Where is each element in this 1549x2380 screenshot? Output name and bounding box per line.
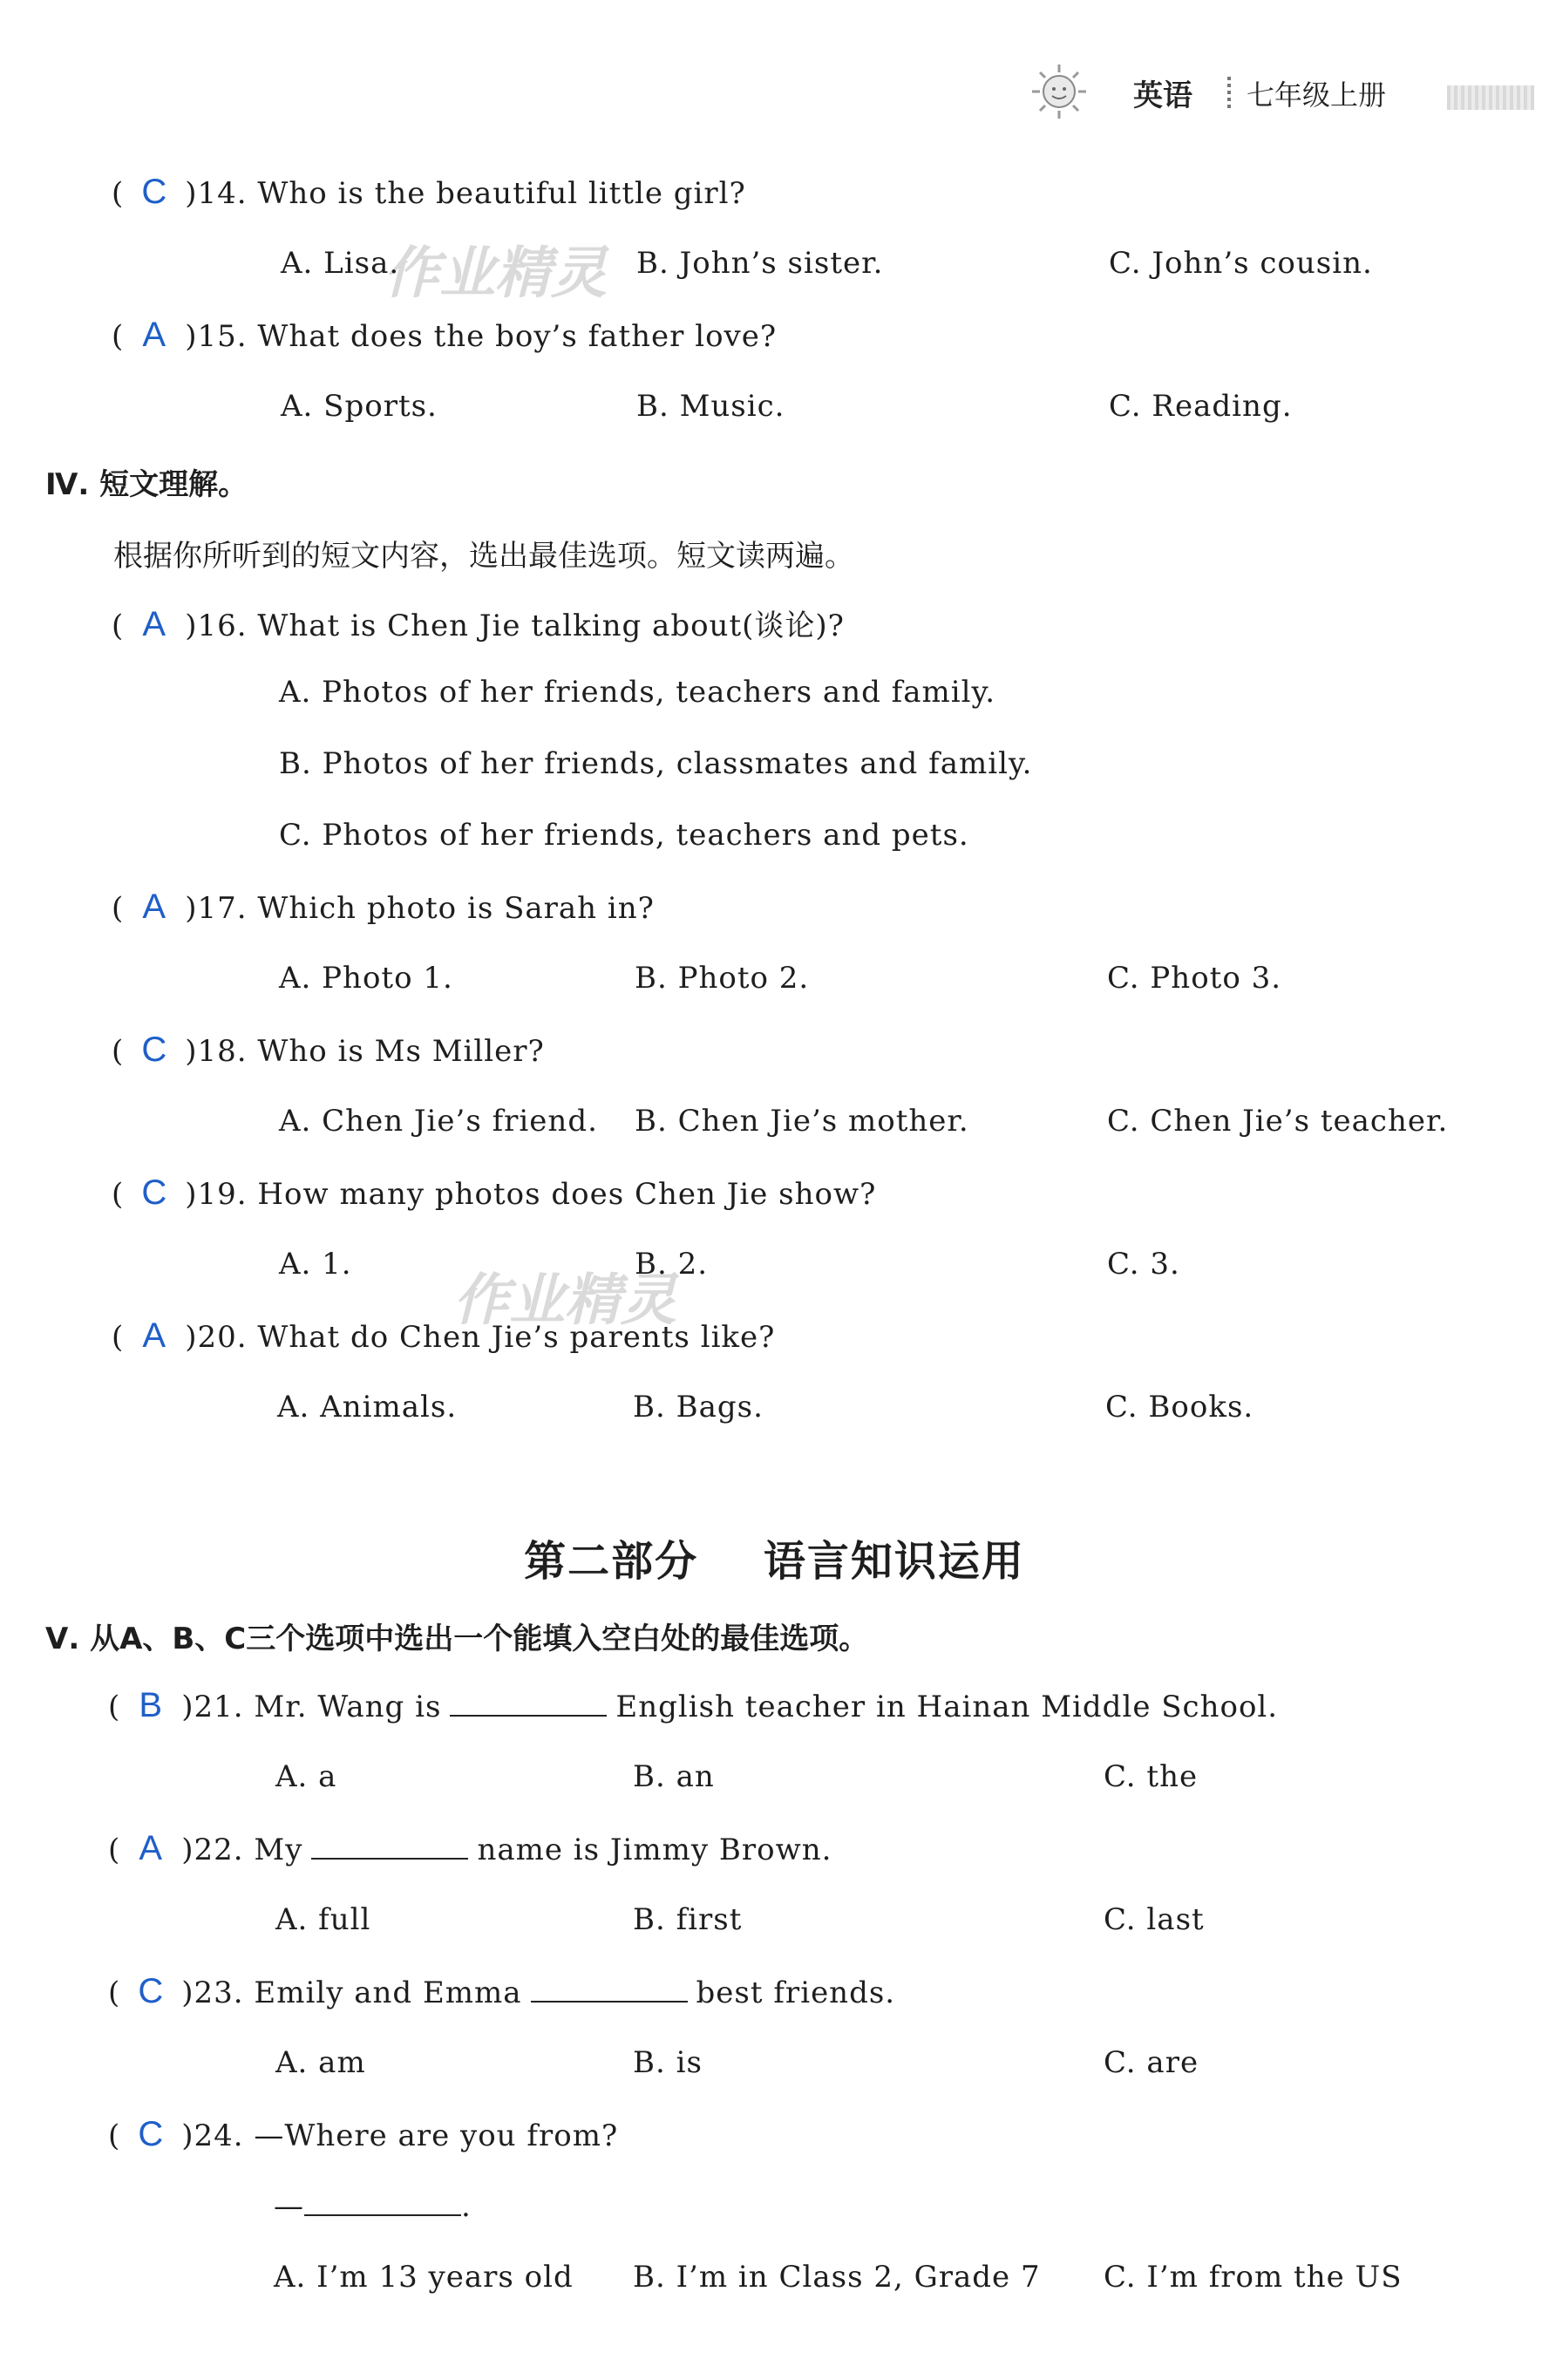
- option-19-c: C. 3.: [1107, 1247, 1180, 1282]
- option-18-a: A. Chen Jie’s friend.: [279, 1104, 598, 1139]
- paren-open: (: [108, 1833, 121, 1867]
- answer-22: A: [139, 1829, 164, 1867]
- question-22: [108, 1829, 832, 1868]
- reply-end: .: [461, 2189, 472, 2224]
- question-17: [112, 887, 655, 927]
- question-22-pre: )22. My: [181, 1833, 303, 1867]
- reply-dash: —: [274, 2189, 304, 2224]
- question-18: [112, 1030, 545, 1070]
- answer-16: A: [142, 605, 167, 643]
- paren-open: (: [112, 1320, 125, 1355]
- paren-open: (: [112, 1177, 125, 1212]
- answer-17: A: [142, 887, 167, 926]
- blank-24: [304, 2188, 461, 2216]
- answer-24: C: [138, 2115, 165, 2153]
- header-divider: [1227, 77, 1231, 110]
- section-5-title: Ⅴ. 从A、B、C三个选项中选出一个能填入空白处的最佳选项。: [45, 1622, 869, 1656]
- answer-19: C: [141, 1173, 168, 1212]
- option-16-a: A. Photos of her friends, teachers and family.: [279, 675, 996, 710]
- question-16-text: )16. What is Chen Jie talking about(谈论)?: [185, 609, 845, 643]
- question-14-text: )14. Who is the beautiful little girl?: [185, 176, 746, 211]
- answer-18: C: [141, 1030, 168, 1069]
- answer-15: A: [142, 316, 167, 354]
- option-22-b: B. first: [633, 1902, 743, 1937]
- question-15: [112, 316, 777, 355]
- question-21-post: English teacher in Hainan Middle School.: [615, 1690, 1279, 1724]
- paren-open: (: [112, 319, 125, 354]
- question-24-text: )24. —Where are you from?: [181, 2118, 619, 2153]
- option-15-a: A. Sports.: [281, 389, 438, 424]
- option-19-b: B. 2.: [635, 1247, 709, 1282]
- option-24-c: C. I’m from the US: [1104, 2260, 1403, 2295]
- option-17-a: A. Photo 1.: [279, 961, 453, 996]
- option-15-b: B. Music.: [636, 389, 785, 424]
- question-24: [108, 2115, 618, 2154]
- question-19: [112, 1173, 876, 1213]
- question-24-reply: [274, 2188, 472, 2224]
- question-21: [108, 1686, 1278, 1725]
- paren-open: (: [112, 1034, 125, 1069]
- part-2-title: 第二部分 语言知识运用: [524, 1537, 1025, 1586]
- blank-21: [450, 1689, 607, 1717]
- paren-open: (: [112, 176, 125, 211]
- option-17-c: C. Photo 3.: [1107, 961, 1282, 996]
- header-bar: [1447, 85, 1534, 110]
- question-15-text: )15. What does the boy’s father love?: [185, 319, 778, 354]
- question-16: [112, 602, 845, 644]
- question-22-post: name is Jimmy Brown.: [477, 1833, 832, 1867]
- option-17-b: B. Photo 2.: [635, 961, 810, 996]
- option-19-a: A. 1.: [279, 1247, 352, 1282]
- header-subject: 英语: [1133, 78, 1192, 113]
- paren-open: (: [112, 891, 125, 926]
- option-23-b: B. is: [633, 2045, 703, 2080]
- blank-22: [311, 1832, 468, 1860]
- option-16-c: C. Photos of her friends, teachers and pets.: [279, 818, 969, 853]
- page-header: [1029, 61, 1534, 122]
- answer-21: B: [139, 1686, 164, 1724]
- option-14-b: B. John’s sister.: [636, 246, 884, 281]
- question-23: [108, 1972, 895, 2011]
- paren-open: (: [108, 1690, 121, 1724]
- option-22-c: C. last: [1104, 1902, 1205, 1937]
- option-21-a: A. a: [275, 1759, 337, 1794]
- option-20-b: B. Bags.: [633, 1390, 764, 1425]
- option-18-c: C. Chen Jie’s teacher.: [1107, 1104, 1449, 1139]
- blank-23: [531, 1975, 688, 2003]
- question-23-post: best friends.: [696, 1975, 896, 2010]
- option-20-c: C. Books.: [1105, 1390, 1254, 1425]
- answer-23: C: [138, 1972, 165, 2010]
- answer-20: A: [142, 1316, 167, 1355]
- paren-open: (: [108, 2118, 121, 2153]
- option-21-c: C. the: [1104, 1759, 1199, 1794]
- option-23-c: C. are: [1104, 2045, 1199, 2080]
- section-4-title: Ⅳ. 短文理解。: [45, 467, 248, 502]
- option-23-a: A. am: [275, 2045, 366, 2080]
- question-20-text: )20. What do Chen Jie’s parents like?: [185, 1320, 776, 1355]
- question-18-text: )18. Who is Ms Miller?: [185, 1034, 545, 1069]
- question-19-text: )19. How many photos does Chen Jie show?: [185, 1177, 877, 1212]
- watermark-top: 作业精灵: [384, 241, 607, 306]
- option-22-a: A. full: [275, 1902, 371, 1937]
- option-14-a: A. Lisa.: [281, 246, 400, 281]
- section-4-instruction: 根据你所听到的短文内容，选出最佳选项。短文读两遍。: [113, 539, 854, 574]
- option-16-b: B. Photos of her friends, classmates and family.: [279, 746, 1033, 781]
- option-15-c: C. Reading.: [1109, 389, 1293, 424]
- option-20-a: A. Animals.: [277, 1390, 458, 1425]
- header-grade: 七年级上册: [1247, 78, 1387, 112]
- paren-open: (: [108, 1975, 121, 2010]
- watermark-middle: 作业精灵: [453, 1268, 676, 1333]
- option-21-b: B. an: [633, 1759, 715, 1794]
- question-17-text: )17. Which photo is Sarah in?: [185, 891, 655, 926]
- option-24-a: A. I’m 13 years old: [274, 2260, 574, 2295]
- question-20: [112, 1316, 775, 1356]
- paren-open: (: [112, 609, 125, 643]
- answer-14: C: [141, 173, 168, 211]
- option-14-c: C. John’s cousin.: [1109, 246, 1373, 281]
- option-24-b: B. I’m in Class 2, Grade 7: [633, 2260, 1041, 2295]
- option-18-b: B. Chen Jie’s mother.: [635, 1104, 969, 1139]
- question-14: [112, 173, 746, 212]
- sun-logo-icon: [1029, 61, 1090, 122]
- question-21-pre: )21. Mr. Wang is: [181, 1690, 442, 1724]
- question-23-pre: )23. Emily and Emma: [181, 1975, 522, 2010]
